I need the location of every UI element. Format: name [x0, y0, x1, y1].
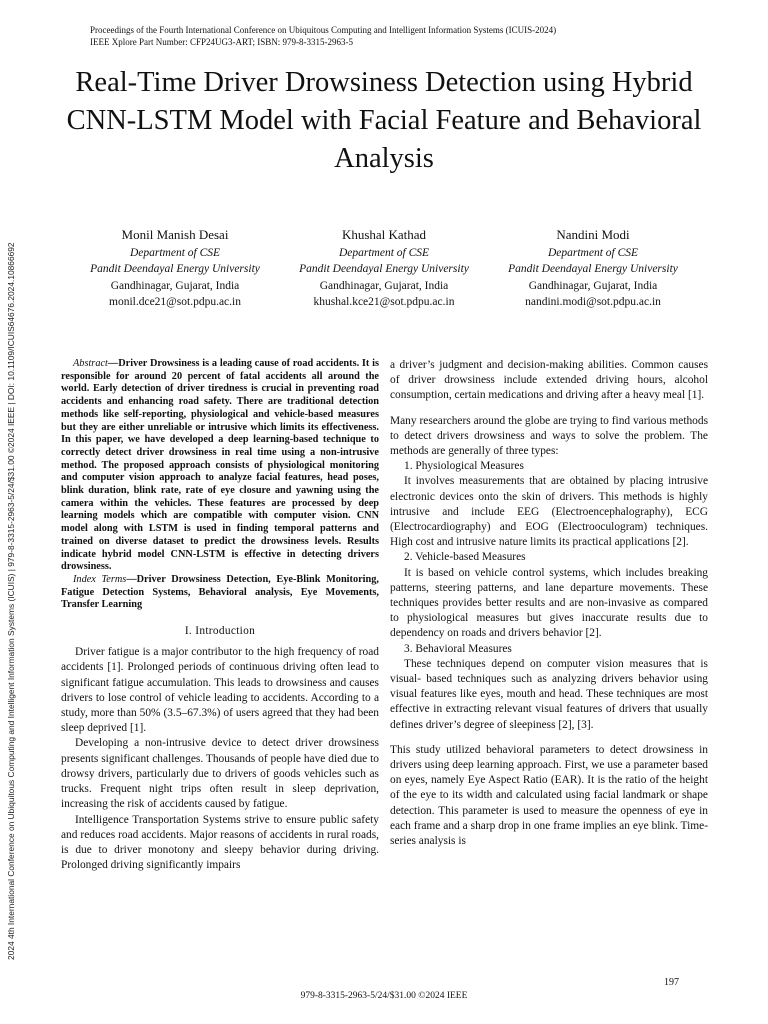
author-block-1: [70, 227, 280, 311]
index-terms: [61, 574, 379, 612]
methods-paragraph: Many researchers around the globe are trying to find various methods to detect drivers drowsiness and ways to solve the problem. The methods are generally of three types:: [390, 414, 708, 458]
method-2-text: It is based on vehicle control systems, which includes breaking patterns, steering patterns, and lane departure movements. These techniques provides better results and are non-invasive as compared to physiological measures but gives inaccurate results due to dependency on roads and drivers behavior [2].: [390, 566, 708, 640]
author-dept: Department of CSE: [129, 246, 221, 259]
author-email[interactable]: monil.dce21@sot.pdpu.ac.in: [109, 296, 241, 308]
abstract-text: —Driver Drowsiness is a leading cause of road accidents. It is responsible for around 20 percent of fatal accidents all around the world. Early detection of driver tiredness is crucial in preventing road accidents and enhancing road safety. There are traditional detection methods like self-reporting, physiological and vehicle-based measures but they are either unreliable or intrusive which limits its effectiveness. In this paper, we have developed a deep learning-based technique to correctly detect driver drowsiness in real time using a non-intrusive method. The proposed approach consists of physiological monitoring and computer vision approach to analyze facial features, head poses, blink duration, blink rate, rate of eye closure and yawning using the camera within the vehicles. These features are processed by deep learning models which are compatible with computer vision. CNN model along with LSTM is used in finding temporal patterns and trained on diverse dataset to predict the drowsiness levels. Results indicate hybrid model CNN-LSTM is effective in detecting drivers drowsiness.: [61, 358, 379, 573]
author-block-3: [488, 227, 698, 311]
author-dept: Department of CSE: [547, 246, 639, 259]
author-univ: Pandit Deendayal Energy University: [90, 263, 260, 275]
abstract: [61, 358, 379, 574]
intro-paragraph-3: Intelligence Transportation Systems strive to ensure public safety and reduces road accidents. Major reasons of accidents in rural roads, is due to driver monotony and sleepy behavior during driving. Prolonged driving significantly impairs: [61, 813, 379, 872]
page-number: 197: [664, 977, 679, 988]
right-column: [390, 358, 708, 849]
study-paragraph: This study utilized behavioral parameters to detect drowsiness in drivers using deep learning approach. First, we use a parameter based on eyes, namely Eye Aspect Ratio (EAR). It is the ratio of the height of the eye to its width and calculated using facial landmark or shape detection. This parameter is used to measure the openness of eye in each frame and a sharp drop in one frame implies an eye blink. Time-series analysis is: [390, 743, 708, 848]
author-univ: Pandit Deendayal Energy University: [299, 263, 469, 275]
method-1-title: 1. Physiological Measures: [404, 460, 524, 473]
author-name: Khushal Kathad: [341, 227, 427, 242]
author-name: Nandini Modi: [556, 227, 630, 242]
method-1-text: It involves measurements that are obtained by placing intrusive electronic devices onto the skin of drivers. This methods is highly intrusive and include EEG (Electroencephalography), ECG (Electrocardiography) and EOG (Electrooculogram) techniques. High cost and intrusive nature limits its practical applications [2].: [390, 475, 708, 549]
method-3-title: 3. Behavioral Measures: [404, 642, 512, 655]
author-block-2: [279, 227, 489, 311]
left-column: [61, 358, 379, 873]
author-name: Monil Manish Desai: [121, 227, 229, 242]
method-2-title: 2. Vehicle-based Measures: [404, 551, 526, 564]
author-location: Gandhinagar, Gujarat, India: [528, 279, 658, 292]
method-3-text: These techniques depend on computer vision measures that is visual- based techniques such as analyzing drivers behavior using visual features like eyes, mouth and head. These techniques are most effective in extracting relevant visual features of drivers that usually defines driver’s degree of sleepiness [2], [3].: [390, 657, 708, 731]
intro-paragraph-2: Developing a non-intrusive device to detect driver drowsiness presents significant challenges. Thousands of people have died due to drowsy drivers, particularly due to drivers of goods vehicles such as trucks. Frequent night trips often result in sleep deprivation, increasing the risk of accidents caused by fatigue.: [61, 737, 379, 811]
author-email[interactable]: khushal.kce21@sot.pdpu.ac.in: [313, 296, 455, 308]
index-terms-label: Index Terms: [73, 573, 127, 585]
author-email[interactable]: nandini.modi@sot.pdpu.ac.in: [525, 296, 661, 308]
side-doi-note: 2024 4th International Conference on Ubiquitous Computing and Intelligent Information Systems (ICUIS) | 979-8-3315-2963-5/24/$31.00 ©2024 IEEE | DOI: 10.1109/ICUIS64676.2024.10866692: [6, 242, 16, 960]
index-terms-text: —Driver Drowsiness Detection, Eye-Blink Monitoring, Fatigue Detection Systems, Behavioral analysis, Eye Movements, Transfer Learning: [61, 573, 379, 611]
abstract-label: Abstract: [73, 358, 108, 369]
author-location: Gandhinagar, Gujarat, India: [110, 279, 240, 292]
intro-paragraph-1: Driver fatigue is a major contributor to the high frequency of road accidents [1]. Prolonged periods of continuous driving often lead to significant fatigue accumulation. This leads to drowsiness and causes drivers to lose control of vehicle leading to accidents. According to a study, more than 50% (3.5–67.3%) of users agreed that they had been sleep deprived [1].: [61, 646, 379, 735]
proceedings-header: [90, 24, 556, 48]
section-heading-introduction: I. Introduction: [184, 625, 256, 638]
author-location: Gandhinagar, Gujarat, India: [319, 279, 449, 292]
author-dept: Department of CSE: [338, 246, 430, 259]
proceedings-line: Proceedings of the Fourth International Conference on Ubiquitous Computing and Intelligent Information Systems (ICUIS-2024): [90, 25, 557, 35]
xplore-line: IEEE Xplore Part Number: CFP24UG3-ART; ISBN: 979-8-3315-2963-5: [90, 37, 353, 47]
author-univ: Pandit Deendayal Energy University: [508, 263, 678, 275]
page-footer: 979-8-3315-2963-5/24/$31.00 ©2024 IEEE: [300, 991, 468, 1001]
continued-paragraph: a driver’s judgment and decision-making abilities. Common causes of driver drowsiness include extended driving hours, alcohol consumption, certain medications and driving after a heavy meal [1].: [390, 359, 708, 402]
paper-title: Real-Time Driver Drowsiness Detection using Hybrid CNN-LSTM Model with Facial Feature and Behavioral Analysis: [66, 67, 702, 174]
